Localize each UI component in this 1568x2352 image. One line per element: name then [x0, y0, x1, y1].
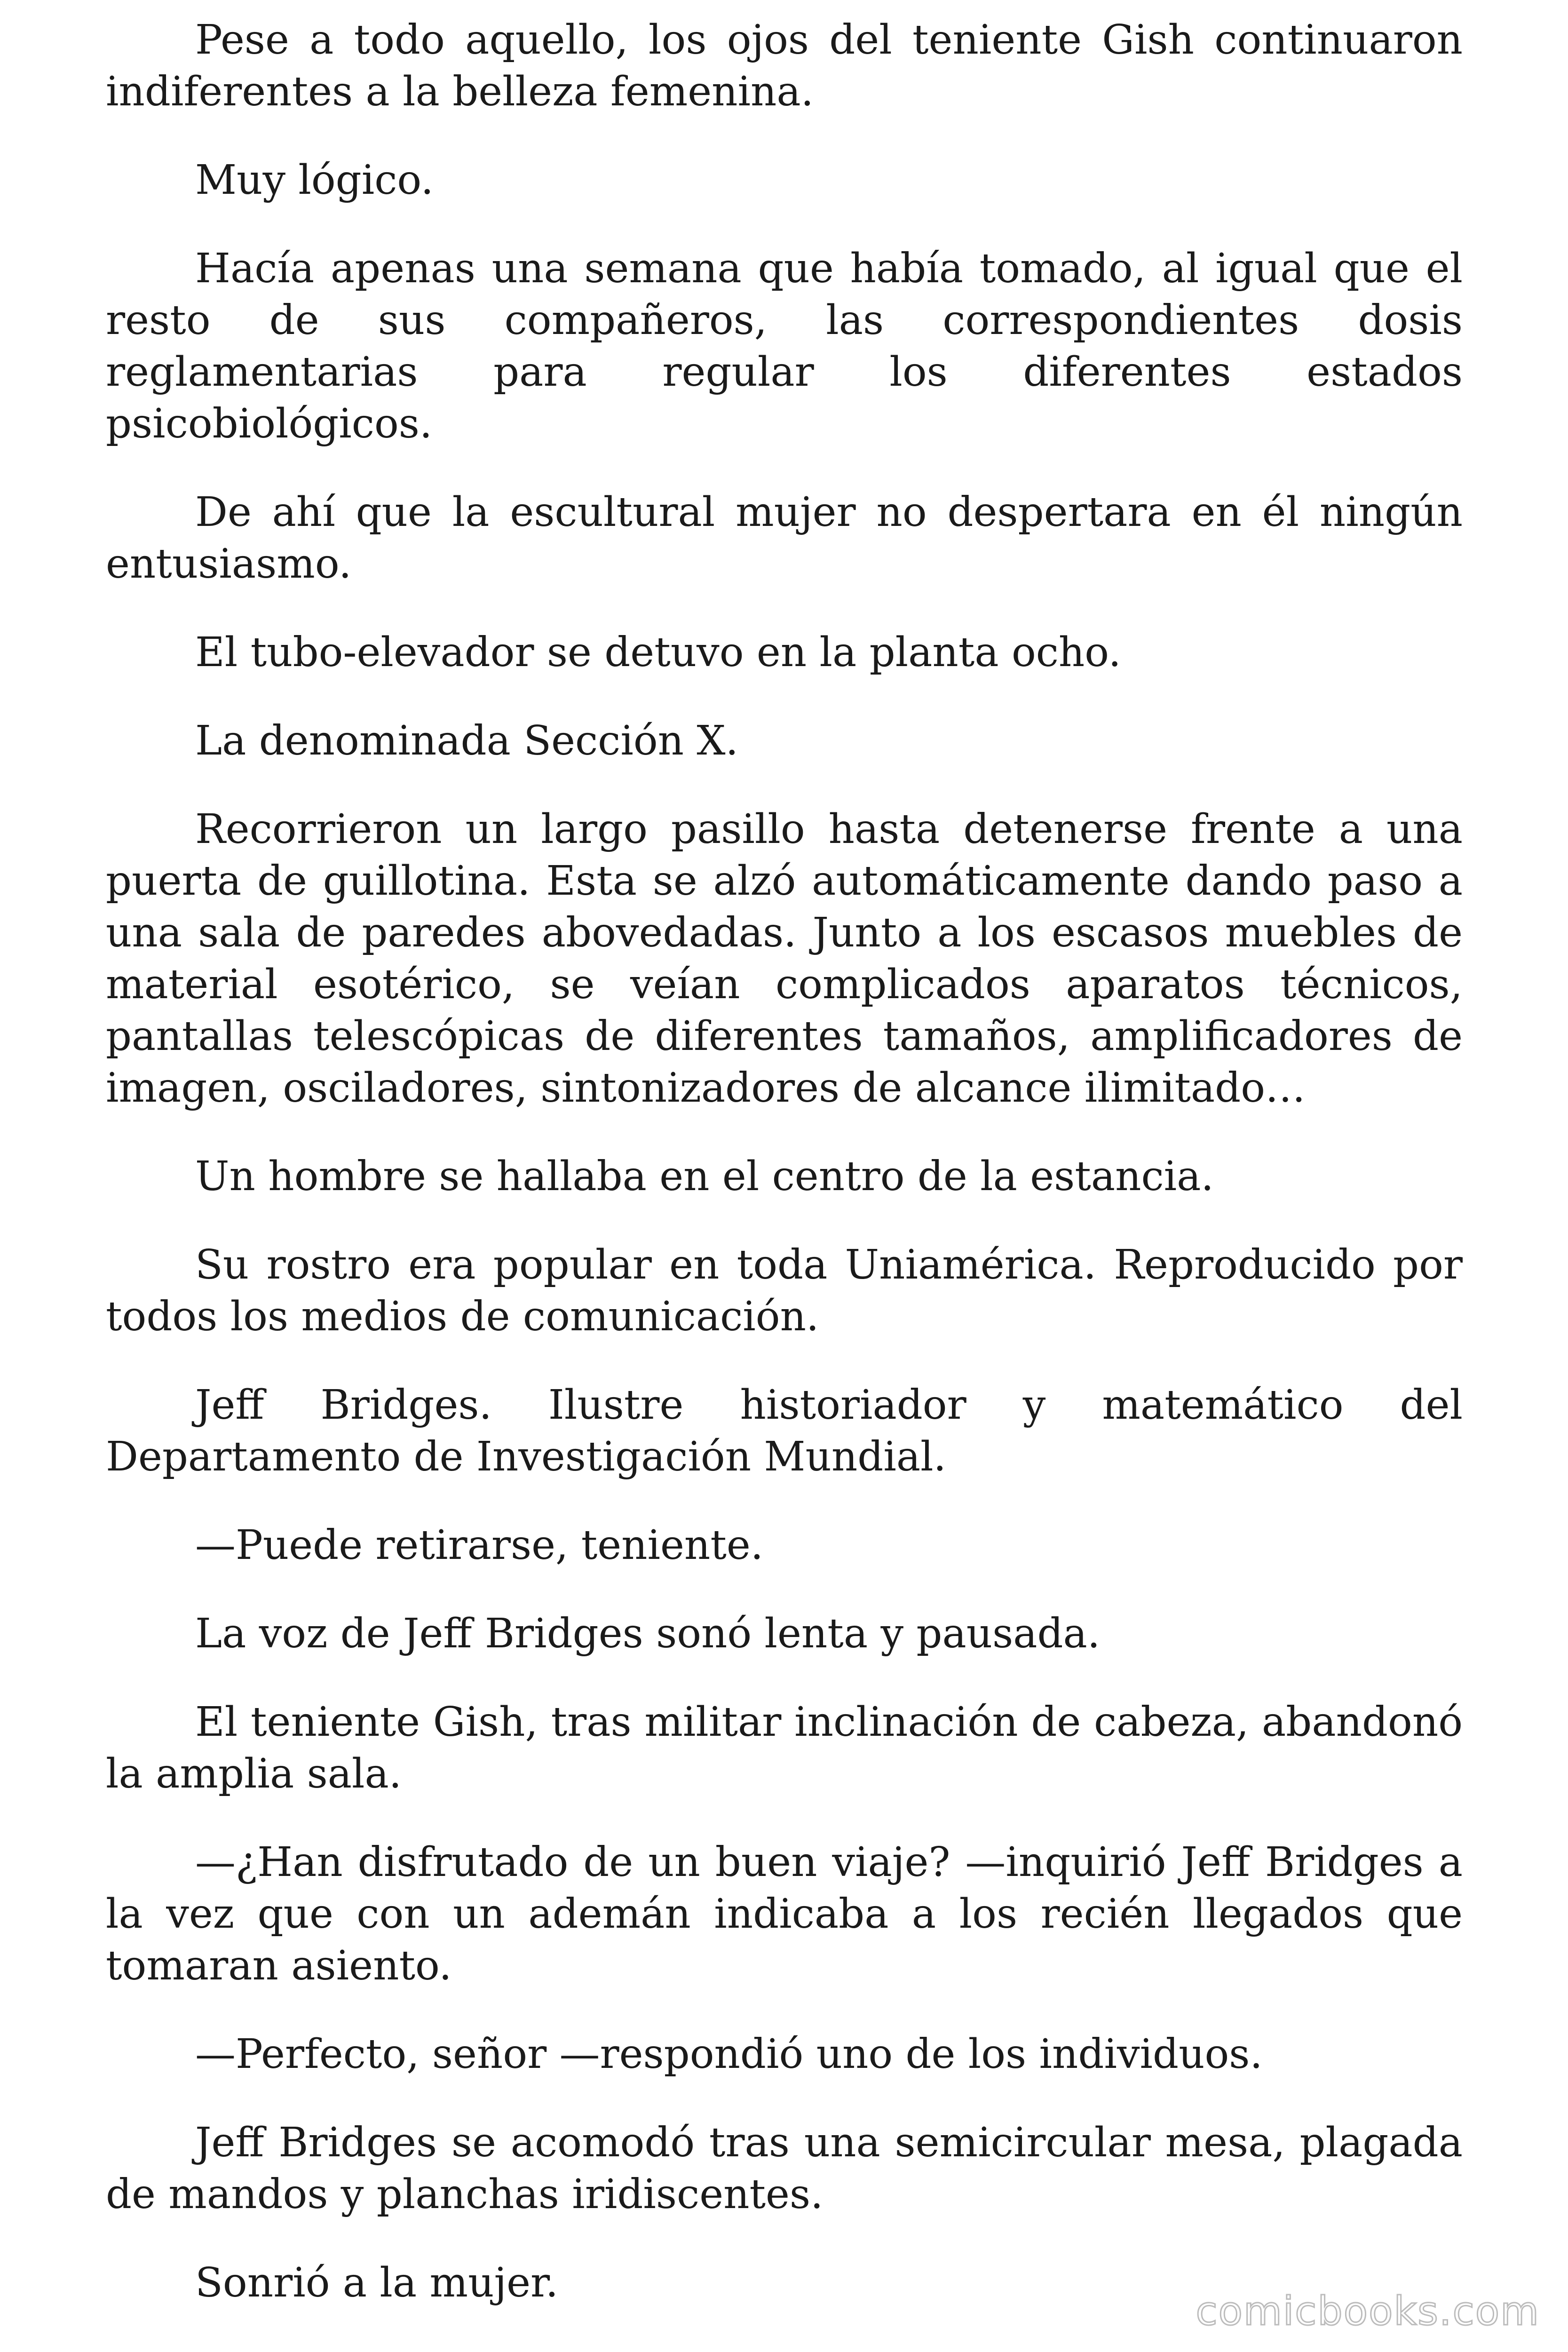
paragraph: Pese a todo aquello, los ojos del teniente Gish continuaron indiferentes a la belleza femenina. — [106, 16, 1463, 115]
paragraph: —Puede retirarse, teniente. — [195, 1522, 764, 1569]
page-body — [106, 14, 1463, 2345]
paragraph: Sonrió a la mujer. — [195, 2259, 559, 2306]
paragraph: Hacía apenas una semana que había tomado, al igual que el resto de sus compañeros, las correspondientes dosis reglamentarias para regular los diferentes estados psicobiológicos. — [106, 245, 1463, 447]
paragraph: —¿Han disfrutado de un buen viaje? —inquirió Jeff Bridges a la vez que con un ademán indicaba a los recién llegados que tomaran asiento. — [106, 1839, 1463, 1989]
paragraph: Un hombre se hallaba en el centro de la estancia. — [195, 1153, 1214, 1200]
paragraph: Jeff Bridges. Ilustre historiador y matemático del Departamento de Investigación Mundial. — [106, 1382, 1463, 1480]
paragraph: De ahí que la escultural mujer no despertara en él ningún entusiasmo. — [106, 489, 1463, 588]
paragraph: Su rostro era popular en toda Uniamérica. Reproducido por todos los medios de comunicación. — [106, 1241, 1463, 1340]
watermark: comicbooks.com — [1196, 2288, 1540, 2334]
paragraph: La voz de Jeff Bridges sonó lenta y pausada. — [195, 1610, 1101, 1657]
paragraph: El tubo-elevador se detuvo en la planta ocho. — [195, 629, 1121, 676]
paragraph: Recorrieron un largo pasillo hasta detenerse frente a una puerta de guillotina. Esta se alzó automáticamente dando paso a una sala de paredes abovedadas. Junto a los escasos muebles de material esotérico, se veían complicados aparatos técnicos, pantallas telescópicas de diferentes tamaños, amplificadores de imagen, osciladores, sintonizadores de alcance ilimitado… — [106, 806, 1463, 1112]
paragraph: Muy lógico. — [195, 157, 434, 204]
paragraph: El teniente Gish, tras militar inclinación de cabeza, abandonó la amplia sala. — [106, 1699, 1463, 1797]
paragraph: La denominada Sección X. — [195, 717, 738, 764]
paragraph: Jeff Bridges se acomodó tras una semicircular mesa, plagada de mandos y planchas iridiscentes. — [106, 2119, 1463, 2218]
paragraph: —Perfecto, señor —respondió uno de los individuos. — [195, 2031, 1263, 2078]
